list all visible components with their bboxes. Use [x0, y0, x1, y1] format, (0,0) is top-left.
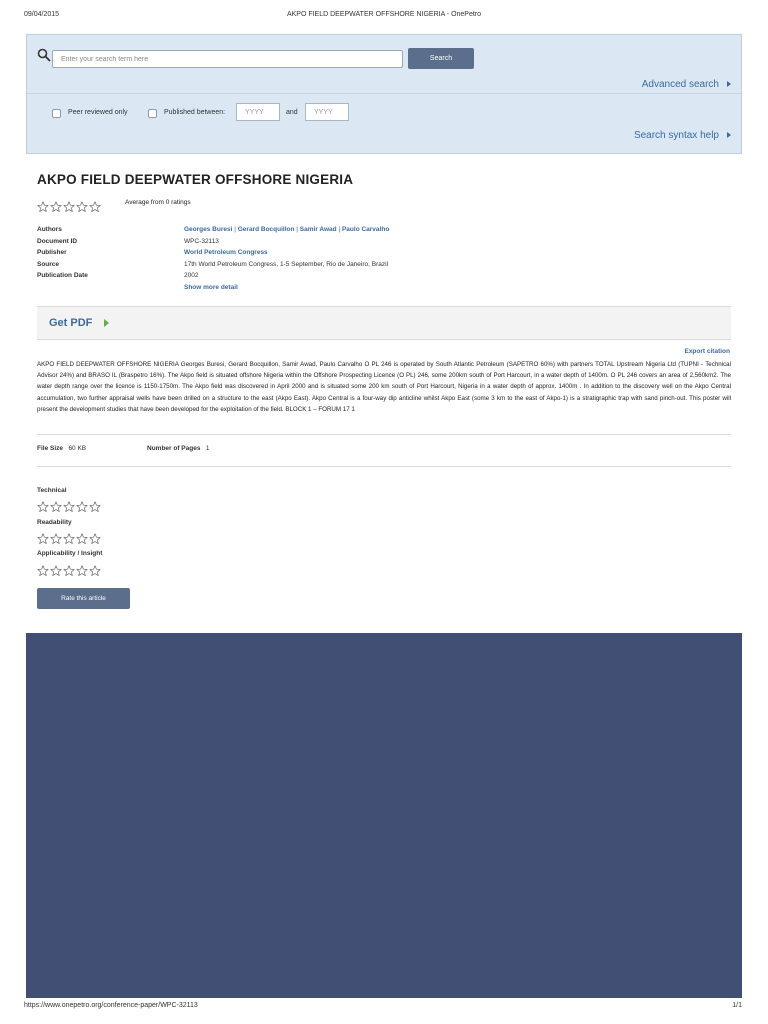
print-url: https://www.onepetro.org/conference-paper/WPC-32113 — [24, 1002, 198, 1009]
star-icon[interactable] — [37, 501, 49, 513]
star-icon — [50, 201, 62, 213]
divider — [37, 466, 731, 467]
applicability-rating-label: Applicability / Insight — [37, 550, 103, 557]
author-link[interactable]: Samir Awad — [299, 226, 337, 233]
export-citation-link[interactable]: Export citation — [684, 348, 730, 355]
number-of-pages — [147, 445, 210, 452]
publisher-link[interactable]: World Petroleum Congress — [184, 249, 268, 256]
star-icon[interactable] — [37, 565, 49, 577]
year-to-input[interactable] — [305, 103, 349, 121]
print-page-number: 1/1 — [732, 1002, 742, 1009]
technical-rating-stars[interactable] — [37, 500, 102, 512]
rate-article-button[interactable]: Rate this article — [37, 588, 130, 609]
number-of-pages-label: Number of Pages — [147, 445, 201, 452]
star-icon[interactable] — [89, 501, 101, 513]
file-size-label: File Size — [37, 445, 64, 452]
authors-label: Authors — [37, 226, 62, 233]
search-syntax-help-label: Search syntax help — [633, 130, 719, 141]
star-icon[interactable] — [50, 501, 62, 513]
publication-date-value: 2002 — [184, 272, 199, 279]
star-icon[interactable] — [37, 533, 49, 545]
advanced-search-link[interactable] — [642, 79, 731, 90]
author-separator: | — [338, 226, 341, 233]
divider — [27, 93, 741, 94]
star-icon[interactable] — [76, 565, 88, 577]
file-size — [37, 445, 86, 452]
readability-rating-stars[interactable] — [37, 532, 102, 544]
star-icon[interactable] — [50, 565, 62, 577]
applicability-rating-stars[interactable] — [37, 564, 102, 576]
number-of-pages-value: 1 — [205, 445, 210, 452]
print-page-title: AKPO FIELD DEEPWATER OFFSHORE NIGERIA - OnePetro — [286, 11, 482, 18]
year-from-input[interactable] — [236, 103, 280, 121]
star-icon[interactable] — [63, 565, 75, 577]
author-separator: | — [234, 226, 236, 233]
search-syntax-help-link[interactable] — [634, 130, 731, 141]
readability-rating-label: Readability — [37, 519, 72, 526]
abstract-text: AKPO FIELD DEEPWATER OFFSHORE NIGERIA Georges Buresi, Gerard Bocquillon, Samir Awad, Paulo Carvalho O PL 246 is operated by South Atlantic Petroleum (SAPETRO 60%) with partners TOTAL Upstream Nigeria Ltd (TUPNI - Technical Advisor 24%) and BRASO IL (Braspetro 16%). The Akpo field is situated offshore Nigeria within the Offshore Prospecting Licence (O PL) 246, some 200km south of Port Harcourt, in a water depth of 1400m. O PL 246 covers an area of 2,560km2. The water depth range over the licence is 1150-1750m. The Akpo field was discovered in April 2000 and is situated some 200 km south of Port Harcourt, Nigeria in a water depth of approx. 1400m . In addition to the discovery well on the Akpo Central accumulation, two further appraisal wells have been drilled on a structure to the east (Akpo East). Akpo Central is a four-way dip anticline whilst Akpo East (some 3 km to the east of Akpo-1) is a stratigraphic trap with sand pinch-out. This poster will present the development studies that have been developed for the exploitation of the field. BLOCK 1 – FORUM 17 1 — [37, 361, 731, 413]
source-value: 17th World Petroleum Congress, 1-5 September, Rio de Janeiro, Brazil — [184, 260, 389, 268]
authors-list — [184, 226, 389, 233]
search-icon[interactable] — [37, 48, 51, 62]
publication-date-label: Publication Date — [37, 272, 88, 279]
show-more-detail-link[interactable]: Show more detail — [184, 283, 238, 291]
star-icon[interactable] — [89, 533, 101, 545]
print-header — [0, 11, 768, 23]
average-rating-stars — [37, 200, 102, 212]
get-pdf-bar[interactable] — [37, 306, 731, 340]
author-link[interactable]: Gerard Bocquillon — [237, 226, 295, 233]
peer-reviewed-label: Peer reviewed only — [68, 109, 128, 116]
document-id-value: WPC-32113 — [184, 237, 219, 245]
print-date: 09/04/2015 — [24, 11, 60, 18]
and-label: and — [286, 109, 298, 116]
caret-right-icon — [727, 132, 731, 138]
get-pdf-label[interactable]: Get PDF — [49, 317, 93, 329]
source-label: Source — [37, 260, 60, 268]
article-title: AKPO FIELD DEEPWATER OFFSHORE NIGERIA — [37, 172, 354, 187]
search-button[interactable]: Search — [408, 48, 474, 69]
publisher-label: Publisher — [37, 249, 67, 256]
published-between-checkbox[interactable] — [148, 109, 157, 118]
dark-content-block — [26, 633, 742, 998]
star-icon — [89, 201, 101, 213]
caret-right-icon — [104, 319, 109, 327]
star-icon — [76, 201, 88, 213]
document-id-label: Document ID — [37, 237, 78, 245]
star-icon — [63, 201, 75, 213]
star-icon[interactable] — [63, 533, 75, 545]
advanced-search-label: Advanced search — [641, 79, 719, 90]
star-icon[interactable] — [76, 533, 88, 545]
search-input[interactable] — [52, 50, 403, 68]
print-footer — [0, 1002, 768, 1014]
star-icon — [37, 201, 49, 213]
star-icon[interactable] — [89, 565, 101, 577]
technical-rating-label: Technical — [37, 487, 67, 494]
peer-reviewed-checkbox[interactable] — [52, 109, 61, 118]
average-rating-text: Average from 0 ratings — [125, 199, 191, 206]
search-panel — [26, 34, 742, 154]
star-icon[interactable] — [76, 501, 88, 513]
author-link[interactable]: Paulo Carvalho — [341, 226, 390, 233]
star-icon[interactable] — [63, 501, 75, 513]
divider — [37, 434, 731, 435]
file-size-value: 60 KB — [68, 445, 87, 452]
star-icon[interactable] — [50, 533, 62, 545]
published-between-label: Published between: — [164, 109, 226, 116]
caret-right-icon — [727, 81, 731, 87]
author-separator: | — [296, 226, 298, 233]
author-link[interactable]: Georges Buresi — [184, 226, 233, 233]
